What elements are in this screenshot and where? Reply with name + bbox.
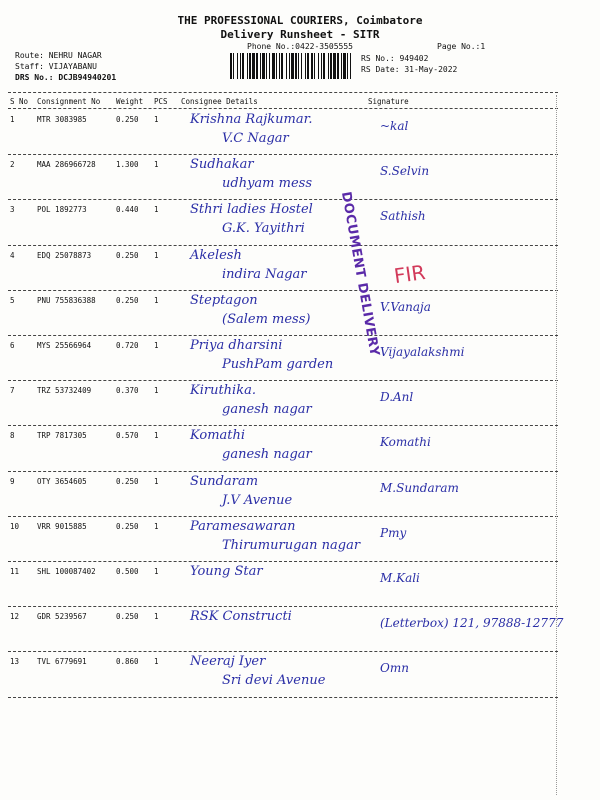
consignee-name: Sthri ladies Hostel xyxy=(190,202,313,218)
signature: S.Selvin xyxy=(380,164,430,179)
barcode-bar xyxy=(272,53,275,79)
row-consignment-no: VRR 9015885 xyxy=(37,521,87,531)
row-weight: 0.500 xyxy=(116,567,139,576)
consignee-name: Young Star xyxy=(190,564,263,579)
barcode-bar xyxy=(305,53,306,79)
barcode-bar xyxy=(341,53,342,79)
row-sno: 2 xyxy=(10,160,15,170)
barcode-bar xyxy=(321,53,322,79)
consignee-name: Kiruthika. xyxy=(190,383,256,399)
barcode-bar xyxy=(266,53,267,79)
row-divider xyxy=(8,199,558,200)
signature: Pmy xyxy=(380,525,407,540)
col-pcs: PCS xyxy=(154,97,168,106)
barcode-bar xyxy=(269,53,270,79)
rs-date: RS Date: 31-May-2022 xyxy=(361,65,458,74)
barcode-bar xyxy=(311,53,313,79)
col-sno: S No xyxy=(10,97,29,106)
company-name: THE PROFESSIONAL COURIERS, Coimbatore xyxy=(177,14,423,27)
row-consignment-no: POL 1892773 xyxy=(37,205,87,215)
row-weight: 0.250 xyxy=(116,295,139,305)
row-weight: 0.440 xyxy=(116,205,139,215)
barcode-bar xyxy=(289,53,290,79)
row-sno: 10 xyxy=(10,521,20,531)
row-pcs: 1 xyxy=(154,567,159,576)
drs-number: DRS No.: DCJB94940201 xyxy=(15,73,117,82)
row-sno: 4 xyxy=(10,250,15,260)
row-pcs: 1 xyxy=(154,476,159,486)
row-divider xyxy=(8,516,558,517)
row-sno: 13 xyxy=(10,657,20,667)
consignee-name: Akelesh xyxy=(190,247,242,263)
barcode-bar xyxy=(279,53,280,79)
row-sno: 6 xyxy=(10,341,15,350)
consignee-address: V.C Nagar xyxy=(222,131,289,146)
consignee-address: Thirumurugan nagar xyxy=(222,537,361,553)
row-consignment-no: OTY 3654605 xyxy=(37,476,87,486)
barcode-bar xyxy=(237,53,238,79)
row-consignment-no: MAA 286966728 xyxy=(37,160,96,170)
row-consignment-no: MYS 25566964 xyxy=(37,341,92,350)
barcode-bar xyxy=(330,53,332,79)
signature: ~kal xyxy=(380,119,409,133)
signature: Omn xyxy=(380,661,409,676)
row-divider xyxy=(8,561,558,562)
row-divider xyxy=(8,335,558,336)
runsheet-title: Delivery Runsheet - SITR xyxy=(220,28,380,41)
consignee-name: Neeraj Iyer xyxy=(190,654,266,670)
consignee-name: Komathi xyxy=(190,428,246,444)
route-info xyxy=(15,50,116,83)
row-pcs: 1 xyxy=(154,115,159,124)
row-divider xyxy=(8,471,558,472)
barcode-bar xyxy=(337,53,339,79)
barcode-bar xyxy=(260,53,261,79)
consignee-address: ganesh nagar xyxy=(222,402,312,418)
barcode-bar xyxy=(256,53,258,79)
row-sno: 9 xyxy=(10,476,15,486)
divider xyxy=(8,92,558,93)
barcode-bar xyxy=(347,53,348,79)
row-divider xyxy=(8,245,558,246)
row-pcs: 1 xyxy=(154,160,159,170)
document-header xyxy=(0,14,600,42)
consignee-name: Krishna Rajkumar. xyxy=(190,112,313,127)
row-weight: 0.250 xyxy=(116,115,139,124)
row-weight: 0.250 xyxy=(116,521,139,531)
page-number: Page No.:1 xyxy=(437,42,486,51)
row-weight: 0.250 xyxy=(116,612,139,622)
consignee-name: Sundaram xyxy=(190,473,259,489)
consignee-address: Sri devi Avenue xyxy=(222,673,326,689)
signature: D.Anl xyxy=(380,390,414,405)
consignee-name: Sudhakar xyxy=(190,157,254,173)
signature: Komathi xyxy=(380,435,431,450)
barcode-bar xyxy=(343,53,346,79)
signature: (Letterbox) 121, 97888-12777 xyxy=(380,616,564,631)
barcode-bar xyxy=(328,53,329,79)
route-label: Route: NEHRU NAGAR xyxy=(15,51,102,60)
row-pcs: 1 xyxy=(154,341,159,350)
row-sno: 11 xyxy=(10,567,20,576)
row-pcs: 1 xyxy=(154,521,159,531)
row-consignment-no: PNU 755836388 xyxy=(37,295,96,305)
signature: M.Sundaram xyxy=(380,480,459,495)
row-divider xyxy=(8,425,558,426)
row-sno: 7 xyxy=(10,386,15,396)
document-delivery-stamp: DOCUMENT DELIVERY xyxy=(337,190,382,358)
rs-info xyxy=(361,53,457,75)
row-pcs: 1 xyxy=(154,386,159,396)
consignee-address: ganesh nagar xyxy=(222,447,312,463)
row-pcs: 1 xyxy=(154,612,159,622)
barcode-bar xyxy=(262,53,265,79)
barcode-bar xyxy=(295,53,297,79)
row-consignment-no: GDR 5239567 xyxy=(37,612,87,622)
row-weight: 0.370 xyxy=(116,386,139,396)
barcode-bar xyxy=(230,53,232,79)
barcode-bar xyxy=(333,53,336,79)
col-signature: Signature xyxy=(368,97,409,106)
divider xyxy=(8,108,558,109)
row-weight: 0.570 xyxy=(116,431,139,441)
barcode-bar xyxy=(350,53,351,79)
row-divider xyxy=(8,380,558,381)
row-consignment-no: TRZ 53732409 xyxy=(37,386,92,396)
row-weight: 0.720 xyxy=(116,341,139,350)
consignee-address: indira Nagar xyxy=(222,266,307,282)
row-consignment-no: TVL 6779691 xyxy=(37,657,87,667)
signature: Sathish xyxy=(380,209,426,224)
barcode-bar xyxy=(323,53,325,79)
barcode-bar xyxy=(276,53,277,79)
phone-number: Phone No.:0422-3505555 xyxy=(247,42,353,51)
signature: V.Vanaja xyxy=(380,299,431,314)
row-divider xyxy=(8,651,558,652)
row-sno: 5 xyxy=(10,295,15,305)
row-consignment-no: TRP 7817305 xyxy=(37,431,87,441)
row-divider xyxy=(8,154,558,155)
barcode-bar xyxy=(233,53,234,79)
consignee-name: Paramesawaran xyxy=(190,518,296,534)
row-divider xyxy=(8,290,558,291)
row-pcs: 1 xyxy=(154,205,159,215)
col-consignment: Consignment No xyxy=(37,97,101,106)
signature: M.Kali xyxy=(380,571,420,585)
barcode-bar xyxy=(318,53,319,79)
row-pcs: 1 xyxy=(154,295,159,305)
barcode-bar xyxy=(252,53,255,79)
col-consignee: Consignee Details xyxy=(181,97,258,106)
barcode xyxy=(230,53,352,79)
barcode-bar xyxy=(301,53,302,79)
row-sno: 3 xyxy=(10,205,15,215)
consignee-address: (Salem mess) xyxy=(222,311,311,327)
consignee-address: udhyam mess xyxy=(222,176,312,192)
consignee-address: PushPam garden xyxy=(222,357,334,372)
row-sno: 8 xyxy=(10,431,15,441)
barcode-bar xyxy=(298,53,299,79)
barcode-bar xyxy=(286,53,287,79)
consignee-name: Steptagon xyxy=(190,292,258,308)
row-weight: 1.300 xyxy=(116,160,139,170)
row-divider xyxy=(8,697,558,698)
barcode-bar xyxy=(281,53,283,79)
consignee-name: RSK Constructi xyxy=(190,609,292,625)
row-pcs: 1 xyxy=(154,657,159,667)
barcode-bar xyxy=(314,53,315,79)
consignee-name: Priya dharsini xyxy=(190,338,283,353)
row-weight: 0.250 xyxy=(116,250,139,260)
barcode-bar xyxy=(242,53,244,79)
barcode-bar xyxy=(240,53,241,79)
consignee-address: G.K. Yayithri xyxy=(222,221,305,237)
row-weight: 0.250 xyxy=(116,476,139,486)
barcode-bar xyxy=(249,53,251,79)
row-weight: 0.860 xyxy=(116,657,139,667)
signature: Vijayalakshmi xyxy=(380,345,465,359)
row-consignment-no: EDQ 25078873 xyxy=(37,250,92,260)
fir-stamp: FIR xyxy=(392,259,427,289)
row-divider xyxy=(8,606,558,607)
row-consignment-no: MTR 3083985 xyxy=(37,115,87,124)
barcode-bar xyxy=(307,53,309,79)
barcode-bar xyxy=(291,53,294,79)
row-pcs: 1 xyxy=(154,431,159,441)
rs-number: RS No.: 949402 xyxy=(361,54,429,63)
row-consignment-no: SHL 100087402 xyxy=(37,567,96,576)
row-sno: 12 xyxy=(10,612,20,622)
margin-line xyxy=(556,95,557,795)
row-pcs: 1 xyxy=(154,250,159,260)
col-weight: Weight xyxy=(116,97,144,106)
staff-label: Staff: VIJAYABANU xyxy=(15,62,97,71)
consignee-address: J.V Avenue xyxy=(222,492,293,508)
barcode-bar xyxy=(247,53,248,79)
row-sno: 1 xyxy=(10,115,15,124)
